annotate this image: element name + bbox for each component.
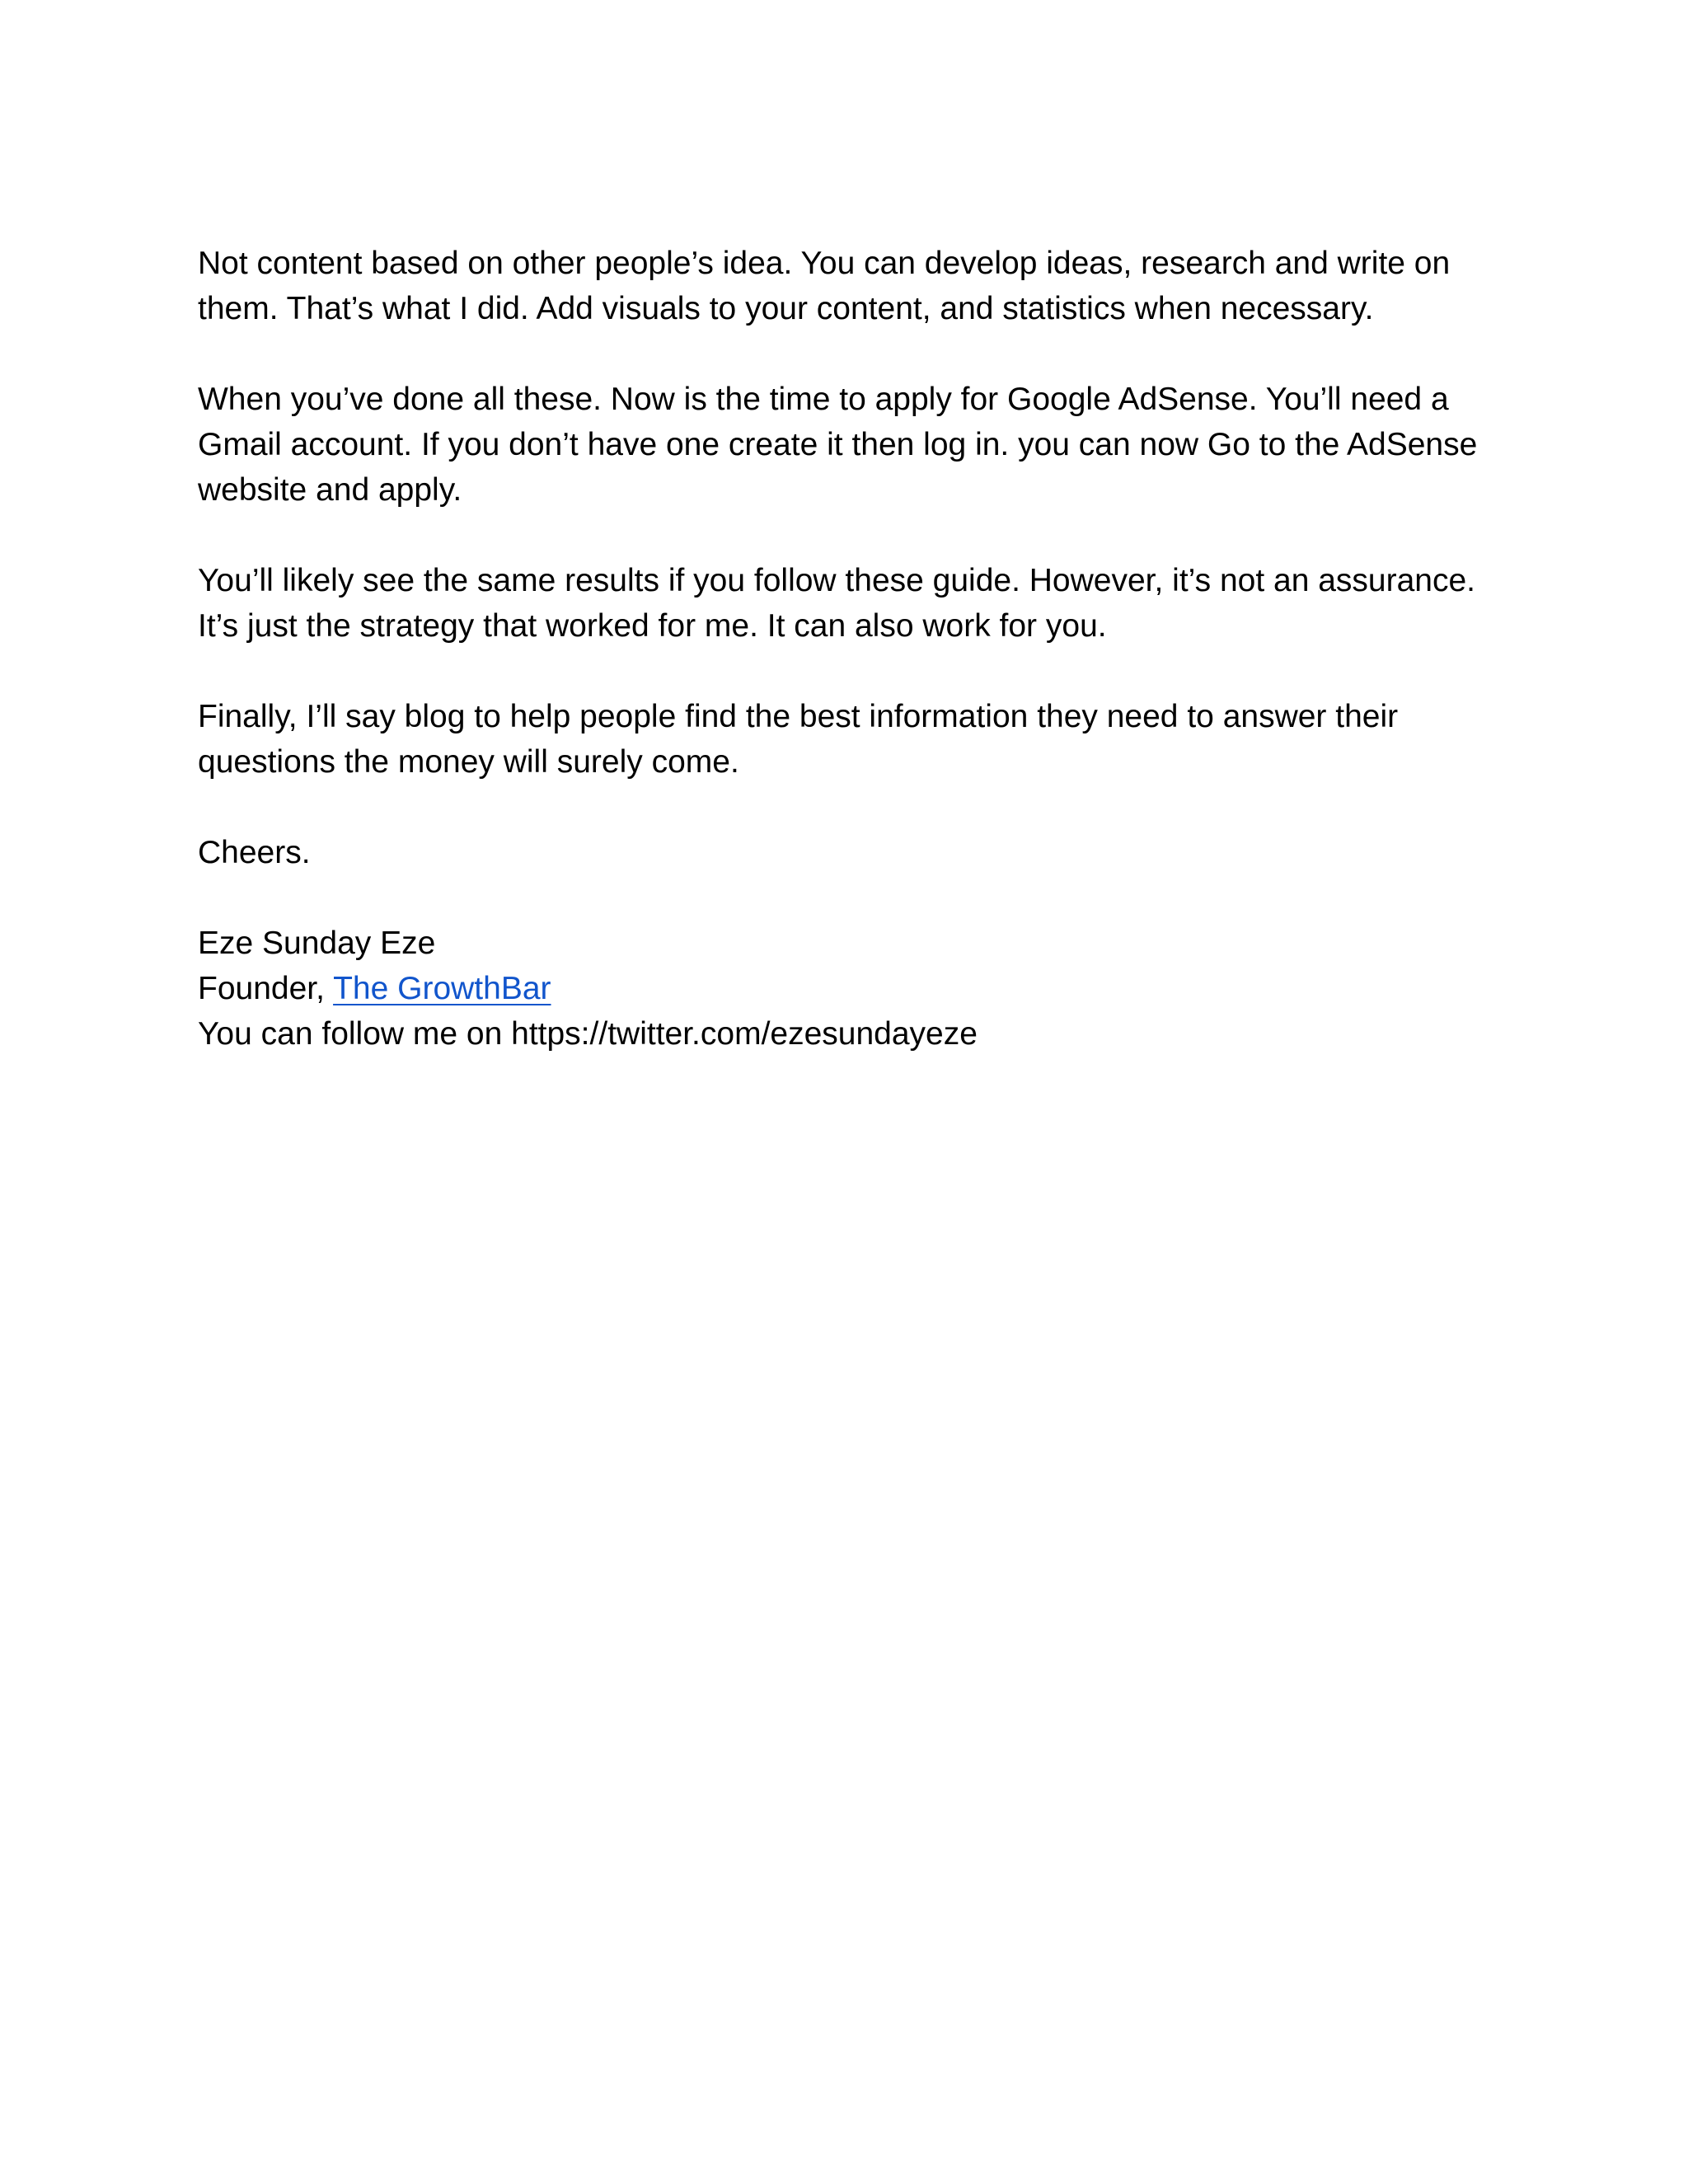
signature-follow-line: You can follow me on https://twitter.com/ezesundayeze xyxy=(198,1016,978,1052)
company-link[interactable]: The GrowthBar xyxy=(333,971,551,1006)
signature-role-prefix: Founder, xyxy=(198,971,334,1006)
signature-name: Eze Sunday Eze xyxy=(198,926,436,961)
paragraph-apply-adsense: When you’ve done all these. Now is the time to apply for Google AdSense. You’ll need a Gmail account. If you don’t have one create it then log in. you can now Go to the AdSense website and apply. xyxy=(198,382,1478,508)
document-body xyxy=(198,241,1500,1057)
paragraph-finally: Finally, I’ll say blog to help people find the best information they need to answer their questions the money will surely come. xyxy=(198,699,1399,780)
paragraph-content-ideas: Not content based on other people’s idea. You can develop ideas, research and write on them. That’s what I did. Add visuals to your content, and statistics when necessary. xyxy=(198,246,1451,326)
signature-block xyxy=(198,921,1500,1057)
signature-role xyxy=(198,966,1500,1011)
paragraph-results: You’ll likely see the same results if you follow these guide. However, it’s not an assurance. It’s just the strategy that worked for me. It can also work for you. xyxy=(198,563,1476,644)
paragraph-cheers: Cheers. xyxy=(198,835,311,870)
